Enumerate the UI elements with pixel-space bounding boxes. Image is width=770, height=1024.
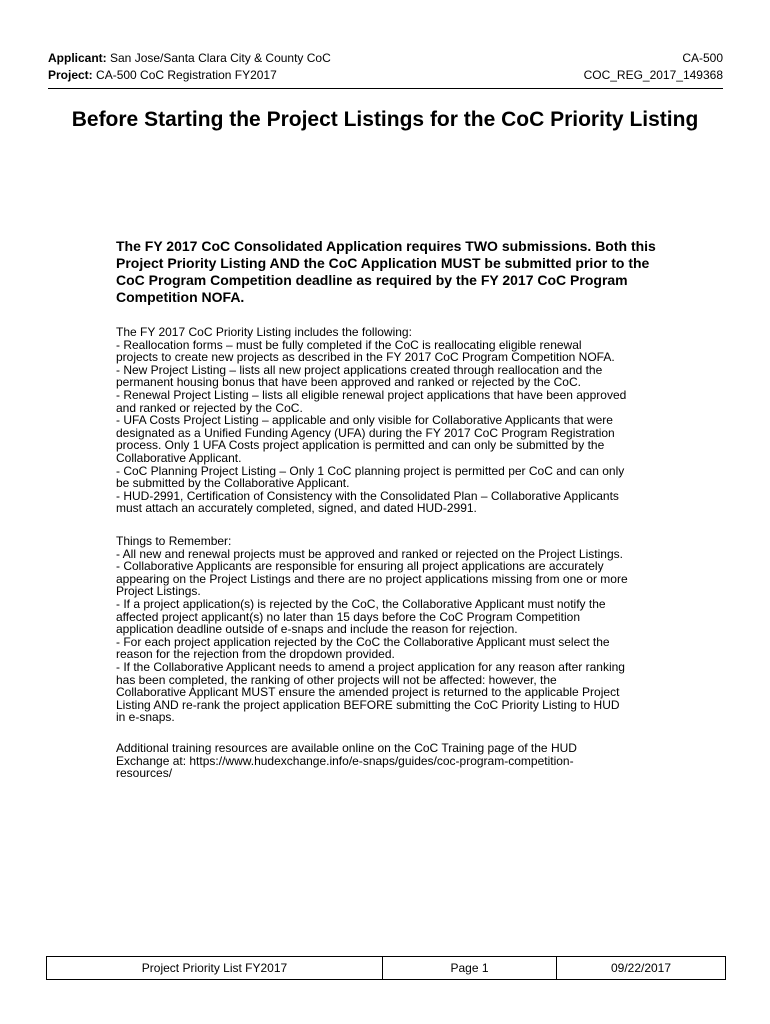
- project-label: Project:: [48, 68, 93, 82]
- training-resources: Additional training resources are available online on the CoC Training page of the HUD Exchange at: https://www.hudexchange.info/e-snaps/guides/coc-program-competition- resources/: [116, 741, 577, 781]
- things-to-remember: Things to Remember: - All new and renewal projects must be approved and ranked or rejected on the Project Listings. - Collaborative Applicants are responsible for ensuring all project applications are accurately appearing on the Project Listings and there are no project applications missing from one or more Project Listings. - If a project application(s) is rejected by the CoC, the Collaborative Applicant must notify the affected project applicant(s) no later than 15 days before the CoC Program Competition application deadline outside of e-snaps and include the reason for rejection. - For each project application rejected by the CoC the Collaborative Applicant must select the reason for the rejection from the dropdown provided. - If the Collaborative Applicant needs to amend a project application for any reason after ranking has been completed, the ranking of other projects will not be affected: however, the Collaborative Applicant MUST ensure the amended project is returned to the applicable Project Listing AND re-rank the project application BEFORE submitting the CoC Priority Listing to HUD in e-snaps.: [116, 534, 628, 725]
- project-line: [48, 68, 277, 83]
- priority-listing-contents: The FY 2017 CoC Priority Listing includes the following: - Reallocation forms – must be fully completed if the CoC is reallocating eligible renewal projects to create new projects as described in the FY 2017 CoC Program Competition NOFA. - New Project Listing – lists all new project applications created through reallocation and the permanent housing bonus that have been approved and ranked or rejected by the CoC. - Renewal Project Listing – lists all eligible renewal project applications that have been approved and ranked or rejected by the CoC. - UFA Costs Project Listing – applicable and only visible for Collaborative Applicants that were designated as a Unified Funding Agency (UFA) during the FY 2017 CoC Program Registration process. Only 1 UFA Costs project application is permitted and can only be submitted by the Collaborative Applicant. - CoC Planning Project Listing – Only 1 CoC planning project is permitted per CoC and can only be submitted by the Collaborative Applicant. - HUD-2991, Certification of Consistency with the Consolidated Plan – Collaborative Applicants must attach an accurately completed, signed, and dated HUD-2991.: [116, 325, 627, 516]
- applicant-label: Applicant:: [48, 51, 107, 65]
- registration-id: COC_REG_2017_149368: [583, 68, 723, 82]
- applicant-value: San Jose/Santa Clara City & County CoC: [106, 51, 331, 65]
- coc-code: CA-500: [682, 51, 723, 65]
- project-value: CA-500 CoC Registration FY2017: [92, 68, 277, 82]
- footer-date: 09/22/2017: [610, 961, 672, 975]
- applicant-line: [48, 51, 331, 66]
- page-title: Before Starting the Project Listings for the CoC Priority Listing: [71, 108, 699, 131]
- footer-document-name: Project Priority List FY2017: [47, 957, 383, 979]
- submission-notice: The FY 2017 CoC Consolidated Application requires TWO submissions. Both this Project Priority Listing AND the CoC Application MUST be submitted prior to the CoC Program Competition deadline as required by the FY 2017 CoC Program Competition NOFA.: [116, 238, 656, 305]
- header-divider: [48, 88, 723, 89]
- footer-page-number: Page 1: [383, 957, 557, 979]
- page-footer: [46, 956, 726, 980]
